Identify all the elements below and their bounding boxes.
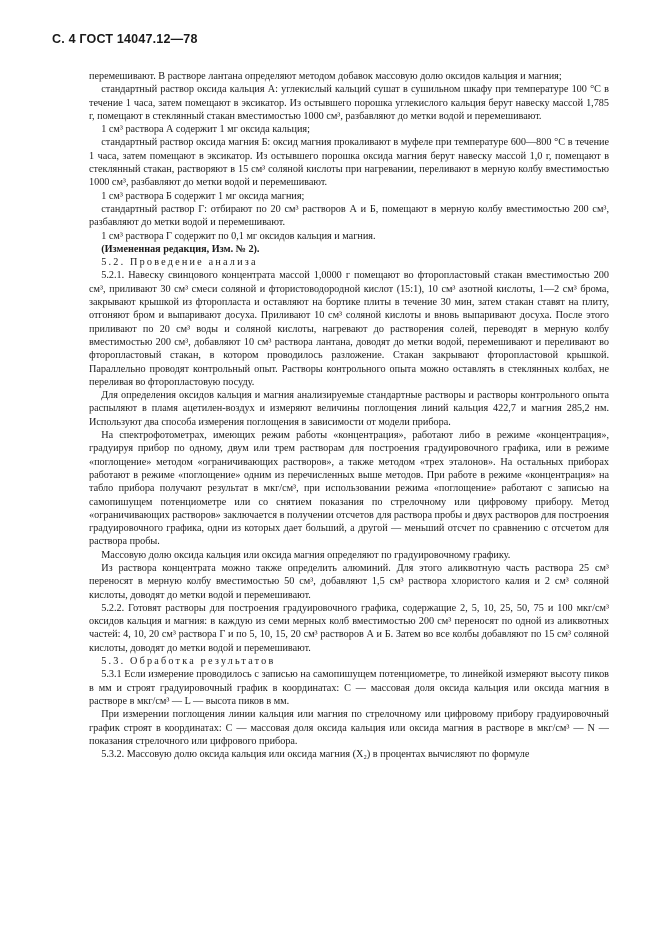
paragraph: Массовую долю оксида кальция или оксида магния определяют по градуировочному графику.: [101, 549, 511, 561]
paragraph: стандартный раствор оксида кальция А: углекислый кальций сушат в сушильном шкафу при температуре 100 °С в течение 1 часа, затем помещают в эксикатор. Из остывшего порошка углекислого кальция берут навеску массой 1,785 г, помещают в стеклянный стакан вместимостью 1000 см³, разбавляют до метки водой и перемешивают.: [89, 84, 609, 122]
paragraph: (Измененная редакция, Изм. № 2).: [101, 243, 260, 255]
paragraph: 5.3. Обработка результатов: [101, 656, 276, 668]
paragraph: 1 см³ раствора А содержит 1 мг оксида кальция;: [101, 124, 310, 136]
paragraph: Из раствора концентрата можно также определить алюминий. Для этого аликвотную часть раствора 25 см³ переносят в мерную колбу вместимостью 50 см³, добавляют 1,5 см³ раствора хлористого калия и 2 см³ соляной кислоты, доводят до метки водой и перемешивают.: [89, 562, 609, 601]
paragraph: стандартный раствор Г: отбирают по 20 см³ растворов А и Б, помещают в мерную колбу вместимостью 200 см³, разбавляют до метки водой и перемешивают.: [89, 203, 609, 229]
paragraph: При измерении поглощения линии кальция или магния по стрелочному или цифровому прибору градуировочный график строят в координатах: C — массовая доля оксида кальция или оксида магния в растворе в мкг/см³ — N — показания стрелочного или цифрового прибора.: [89, 709, 609, 747]
paragraph: 5.2.1. Навеску свинцового концентрата массой 1,0000 г помещают во фторопластовый стакан вместимостью 200 см³, приливают 30 см³ смеси соляной и фтористоводородной кислот (15:1), 10 см³ азотной кислоты, 1—2 см³ брома, закрывают крышкой из фторопласта и оставляют на бортике плиты в течение 30 мин, затем стакан ставят на плиту, отгоняют бром и выпаривают досуха. Приливают 10 см³ соляной кислоты и вновь выпаривают досуха. После этого приливают по 20 см³ воды и соляной кислоты, нагревают до растворения солей, переводят в мерную колбу вместимостью 200 см³, добавляют 10 см³ раствора лантана, доводят до метки водой, перемешивают и переливают во фторопластовый стакан, в котором проводилось разложение. Стакан закрывают фторопластовой крышкой. Параллельно проводят контрольный опыт. Растворы контрольного опыта можно оставлять в стеклянных колбах, не переливая во фторопластовую посуду.: [89, 270, 609, 388]
paragraph: На спектрофотометрах, имеющих режим работы «концентрация», работают либо в режиме «концентрация», градуируя прибор по одному, двум или трем растворам для построения градуировочного графика, или в режиме «поглощение» методом «ограничивающих растворов», а также методом «трех эталонов». На остальных приборах работают в режиме «поглощение» одним из перечисленных выше методов. При работе в режиме «концентрация» на табло прибора получают результат в мкг/см³, при использовании режима «поглощение» работают с записью на самопишущем потенциометре или со снятием показания по стрелочному или цифровому прибору. Метод «ограничивающих растворов» заключается в получении отсчетов для раствора пробы и двух растворов для построения градуировочного графика, одни из которых дает больший, а другой — меньший отсчет по сравнению с отсчетом для раствора пробы.: [89, 430, 609, 548]
paragraph: перемешивают. В растворе лантана определяют методом добавок массовую долю оксидов кальция и магния;: [89, 71, 562, 82]
paragraph: 5.2.2. Готовят растворы для построения градуировочного графика, содержащие 2, 5, 10, 25, 50, 75 и 100 мкг/см³ оксидов кальция и магния: в каждую из семи мерных колб вместимостью 200 см³ переносят по одной из аликвотных частей: 4, 10, 20 см³ раствора Г и по 5, 10, 15, 20 см³ растворов А и Б. Затем во все колбы добавляют по 15 см³ соляной кислоты, доводят до метки водой и перемешивают.: [89, 602, 609, 654]
paragraph: 5.3.2. Массовую долю оксида кальция или оксида магния (X₂) в процентах вычисляют по формуле: [101, 749, 530, 761]
page-header: С. 4 ГОСТ 14047.12—78: [52, 32, 198, 46]
paragraph: 1 см³ раствора Г содержит по 0,1 мг оксидов кальция и магния.: [101, 230, 376, 242]
paragraph: 1 см³ раствора Б содержит 1 мг оксида магния;: [101, 190, 305, 202]
paragraph: 5.3.1 Если измерение проводилось с записью на самопишущем потенциометре, то линейкой измеряют высоту пиков в мм и строят градуировочный график в координатах: C — массовая доля оксида кальция или оксида магния в растворе в мкг/см³ — L — высота пиков в мм.: [89, 669, 609, 707]
document-body: [89, 70, 609, 761]
paragraph: стандартный раствор оксида магния Б: оксид магния прокаливают в муфеле при температуре 600—800 °С в течение 1 часа, затем помещают в эксикатор. Из остывшего порошка оксида магния берут навеску массой 1,0 г, помещают в стеклянный стакан, растворяют в 15 см³ соляной кислоты при нагревании, переливают в мерную колбу вместимостью 1000 см³, разбавляют до метки водой и перемешивают.: [89, 137, 609, 189]
paragraph: 5.2. Проведение анализа: [101, 257, 258, 269]
paragraph: Для определения оксидов кальция и магния анализируемые стандартные растворы и растворы контрольного опыта распыляют в пламя ацетилен-воздух и измеряют величины поглощения линий кальция 422,7 и магния 285,2 нм. Используют два способа измерения поглощения в зависимости от модели прибора.: [89, 390, 609, 428]
